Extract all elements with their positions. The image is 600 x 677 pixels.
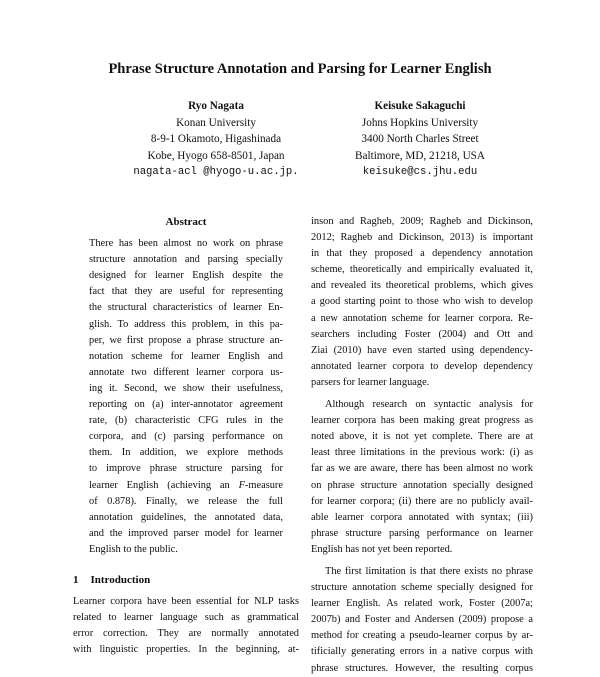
text-line: 2007b) and Foster and Andersen (2009) propose a xyxy=(311,614,533,626)
section-title: Introduction xyxy=(90,573,151,586)
text-line: and the improved parser model for learner xyxy=(89,527,283,539)
text-line: to improve phrase structure parsing for xyxy=(89,463,283,475)
text-line: There has been almost no work on phrase xyxy=(89,238,283,250)
text-line: a new annotation scheme for learner corpora. Re- xyxy=(311,312,533,324)
section-number: 1 xyxy=(73,573,79,586)
author-name: Keisuke Sakaguchi xyxy=(374,100,466,112)
text-line: and revealed its theoretical problems, which gives xyxy=(311,280,533,292)
text-line: related to learner language such as grammatical xyxy=(73,612,299,624)
text-line: least three limitations in the previous work: (i) as xyxy=(311,447,533,459)
text-line: designed for learner English despite the xyxy=(89,270,283,282)
text-line: the structural characteristics of learner En- xyxy=(89,302,283,314)
text-line: phrase structures. However, the resulting corpus xyxy=(311,662,533,674)
text-line: rate, (b) characteristic CFG rules in the xyxy=(89,415,283,427)
text-line: phrase structure parsing performance on learner xyxy=(311,527,533,539)
text-line: noted above, it is not yet complete. There are at xyxy=(311,431,533,443)
paper-title: Phrase Structure Annotation and Parsing for Learner English xyxy=(108,61,492,77)
text-line: fact that they are useful for representing xyxy=(89,286,283,298)
text-line: able learner corpora annotated with syntax; (iii) xyxy=(311,511,533,523)
text-line: scheme, theoretically and empirically evaluated it, xyxy=(311,264,533,276)
author-name: Ryo Nagata xyxy=(188,100,244,112)
text-line: them. In addition, we explore methods xyxy=(89,447,283,459)
right-column xyxy=(311,214,533,677)
text-line: corpora, and (c) parsing performance on xyxy=(89,431,283,443)
text-line: ing it. Second, we show their usefulness, xyxy=(89,382,283,394)
text-line: far as we are aware, there has been almost no work xyxy=(311,463,533,475)
text-line: learner English. As related work, Foster (2007a; xyxy=(311,598,533,610)
author-affiliation: Johns Hopkins University xyxy=(361,116,479,129)
abstract-body xyxy=(73,236,299,558)
text-line: 2012; Ragheb and Dickinson, 2013) is important xyxy=(311,232,533,244)
body-paragraph xyxy=(311,214,533,391)
text-line: reporting on (a) inter-annotator agreement xyxy=(89,399,283,411)
text-line: annotate two different learner corpora us- xyxy=(89,366,283,378)
author-affiliation: Konan University xyxy=(176,116,256,129)
text-line: annotation guidelines, the annotated data, xyxy=(89,511,283,523)
text-line: English has not yet been reported. xyxy=(311,543,453,555)
author-block-2 xyxy=(300,98,540,181)
text-line: learner English (achieving an F-measure xyxy=(89,479,283,491)
text-line: structure annotation scheme specially designed for xyxy=(311,582,533,594)
text-line: The first limitation is that there exists no phrase xyxy=(325,565,533,577)
author-email[interactable]: keisuke@cs.jhu.edu xyxy=(362,166,478,179)
abstract-heading: Abstract xyxy=(165,216,207,228)
text-line: with linguistic properties. In the beginning, at- xyxy=(73,644,299,656)
text-line: per, we first propose a phrase structure an- xyxy=(89,334,283,346)
body-paragraph xyxy=(311,397,533,558)
text-line: parsers for learner language. xyxy=(311,376,430,388)
text-line: tificially generating errors in a native corpus with xyxy=(311,646,533,658)
author-address-line: 8-9-1 Okamoto, Higashinada xyxy=(150,133,282,146)
text-line: error correction. They are normally annotated xyxy=(73,628,299,640)
left-column xyxy=(73,214,299,658)
text-line: on phrase structure annotation specially designed xyxy=(311,479,533,491)
text-line: annotated learner corpora to develop dependency xyxy=(311,360,533,372)
text-line: searchers including Foster (2004) and Ott and xyxy=(311,328,533,340)
text-line: notation scheme for learner English and xyxy=(89,350,283,362)
author-email[interactable]: nagata-acl @hyogo-u.ac.jp. xyxy=(133,166,299,179)
text-line: method for creating a pseudo-learner corpus by ar- xyxy=(311,630,533,642)
text-line: structure annotation and parsing specially xyxy=(89,254,283,266)
text-line: learner corpora has been making great progress as xyxy=(311,415,533,427)
section-body xyxy=(73,594,299,658)
section-heading xyxy=(73,572,299,588)
text-line: of 0.878). Finally, we release the full xyxy=(89,495,283,507)
author-address-line: 3400 North Charles Street xyxy=(361,133,479,146)
text-line: English to the public. xyxy=(89,543,178,555)
text-line: glish. To address this problem, in this pa- xyxy=(89,318,283,330)
author-address-line: Kobe, Hyogo 658-8501, Japan xyxy=(147,149,285,162)
text-line: Learner corpora have been essential for NLP tasks xyxy=(73,596,299,608)
text-line: inson and Ragheb, 2009; Ragheb and Dickinson, xyxy=(311,216,533,227)
author-address-line: Baltimore, MD, 21218, USA xyxy=(355,149,485,162)
text-line: a good starting point to those who wish to develop xyxy=(311,296,533,308)
text-line: Although research on syntactic analysis for xyxy=(325,399,533,411)
body-paragraph xyxy=(311,564,533,677)
text-line: Ziai (2010) have even started using dependency- xyxy=(311,344,533,356)
text-line: in that they proposed a dependency annotation xyxy=(311,248,533,260)
text-line: for learner corpora; (ii) there are no publicly avail- xyxy=(311,495,533,507)
